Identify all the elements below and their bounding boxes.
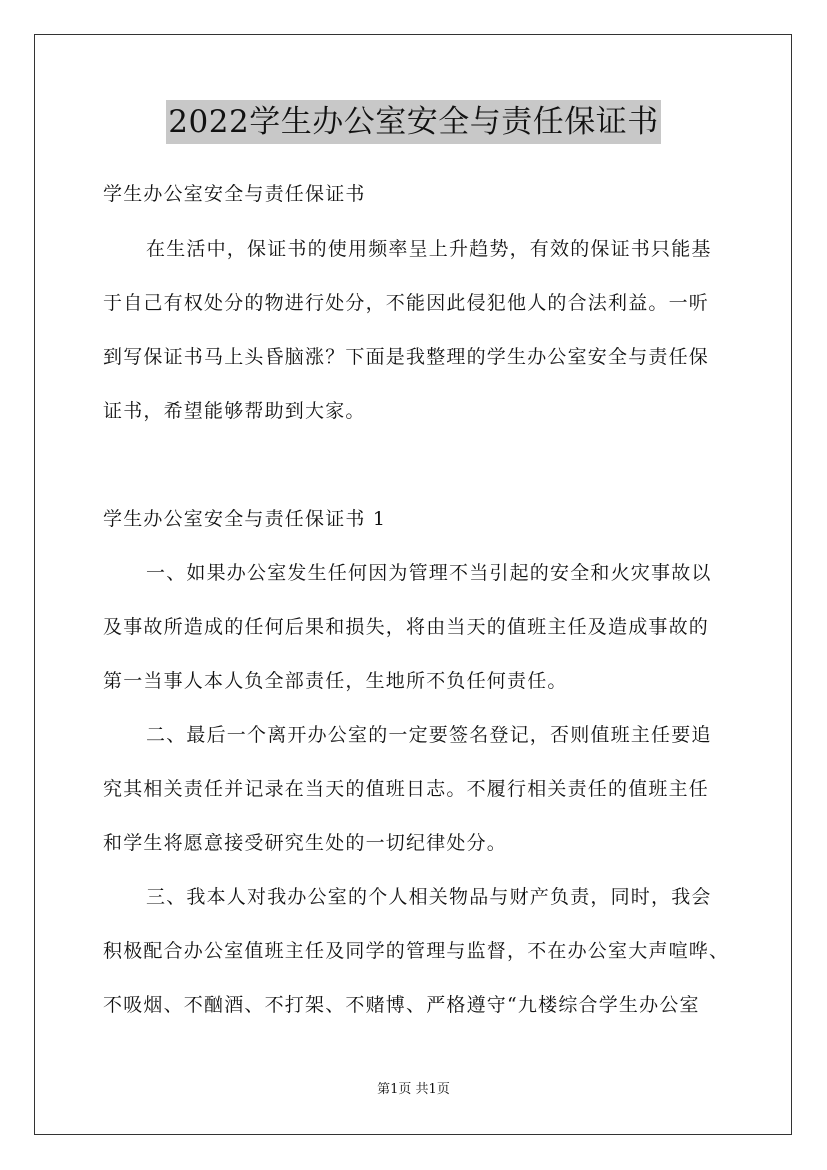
section-heading: 学生办公室安全与责任保证书 1 (103, 508, 387, 530)
intro-line: 于自己有权处分的物进行处分，不能因此侵犯他人的合法利益。一听 (103, 292, 710, 314)
intro-line: 到写保证书马上头昏脑涨？下面是我整理的学生办公室安全与责任保 (103, 346, 710, 368)
body-line: 第一当事人本人负全部责任，生地所不负任何责任。 (103, 670, 568, 692)
body-line: 三、我本人对我办公室的个人相关物品与财产负责，同时，我会 (146, 886, 712, 908)
body-line: 二、最后一个离开办公室的一定要签名登记，否则值班主任要追 (146, 724, 712, 746)
body-line: 及事故所造成的任何后果和损失，将由当天的值班主任及造成事故的 (103, 616, 710, 638)
body-line: 积极配合办公室值班主任及同学的管理与监督，不在办公室大声喧哗、 (103, 940, 730, 962)
intro-line: 在生活中，保证书的使用频率呈上升趋势，有效的保证书只能基 (146, 238, 712, 260)
body-line: 和学生将愿意接受研究生处的一切纪律处分。 (103, 832, 508, 854)
intro-line: 证书，希望能够帮助到大家。 (103, 400, 366, 422)
document-subtitle: 学生办公室安全与责任保证书 (103, 183, 366, 205)
document-title: 2022学生办公室安全与责任保证书 (166, 100, 660, 144)
body-line: 究其相关责任并记录在当天的值班日志。不履行相关责任的值班主任 (103, 778, 710, 800)
body-line: 一、如果办公室发生任何因为管理不当引起的安全和火灾事故以 (146, 562, 712, 584)
page-number-footer: 第1页 共1页 (377, 1082, 450, 1097)
body-line: 不吸烟、不酗酒、不打架、不赌博、严格遵守“九楼综合学生办公室 (103, 994, 700, 1016)
title-container (0, 100, 827, 144)
